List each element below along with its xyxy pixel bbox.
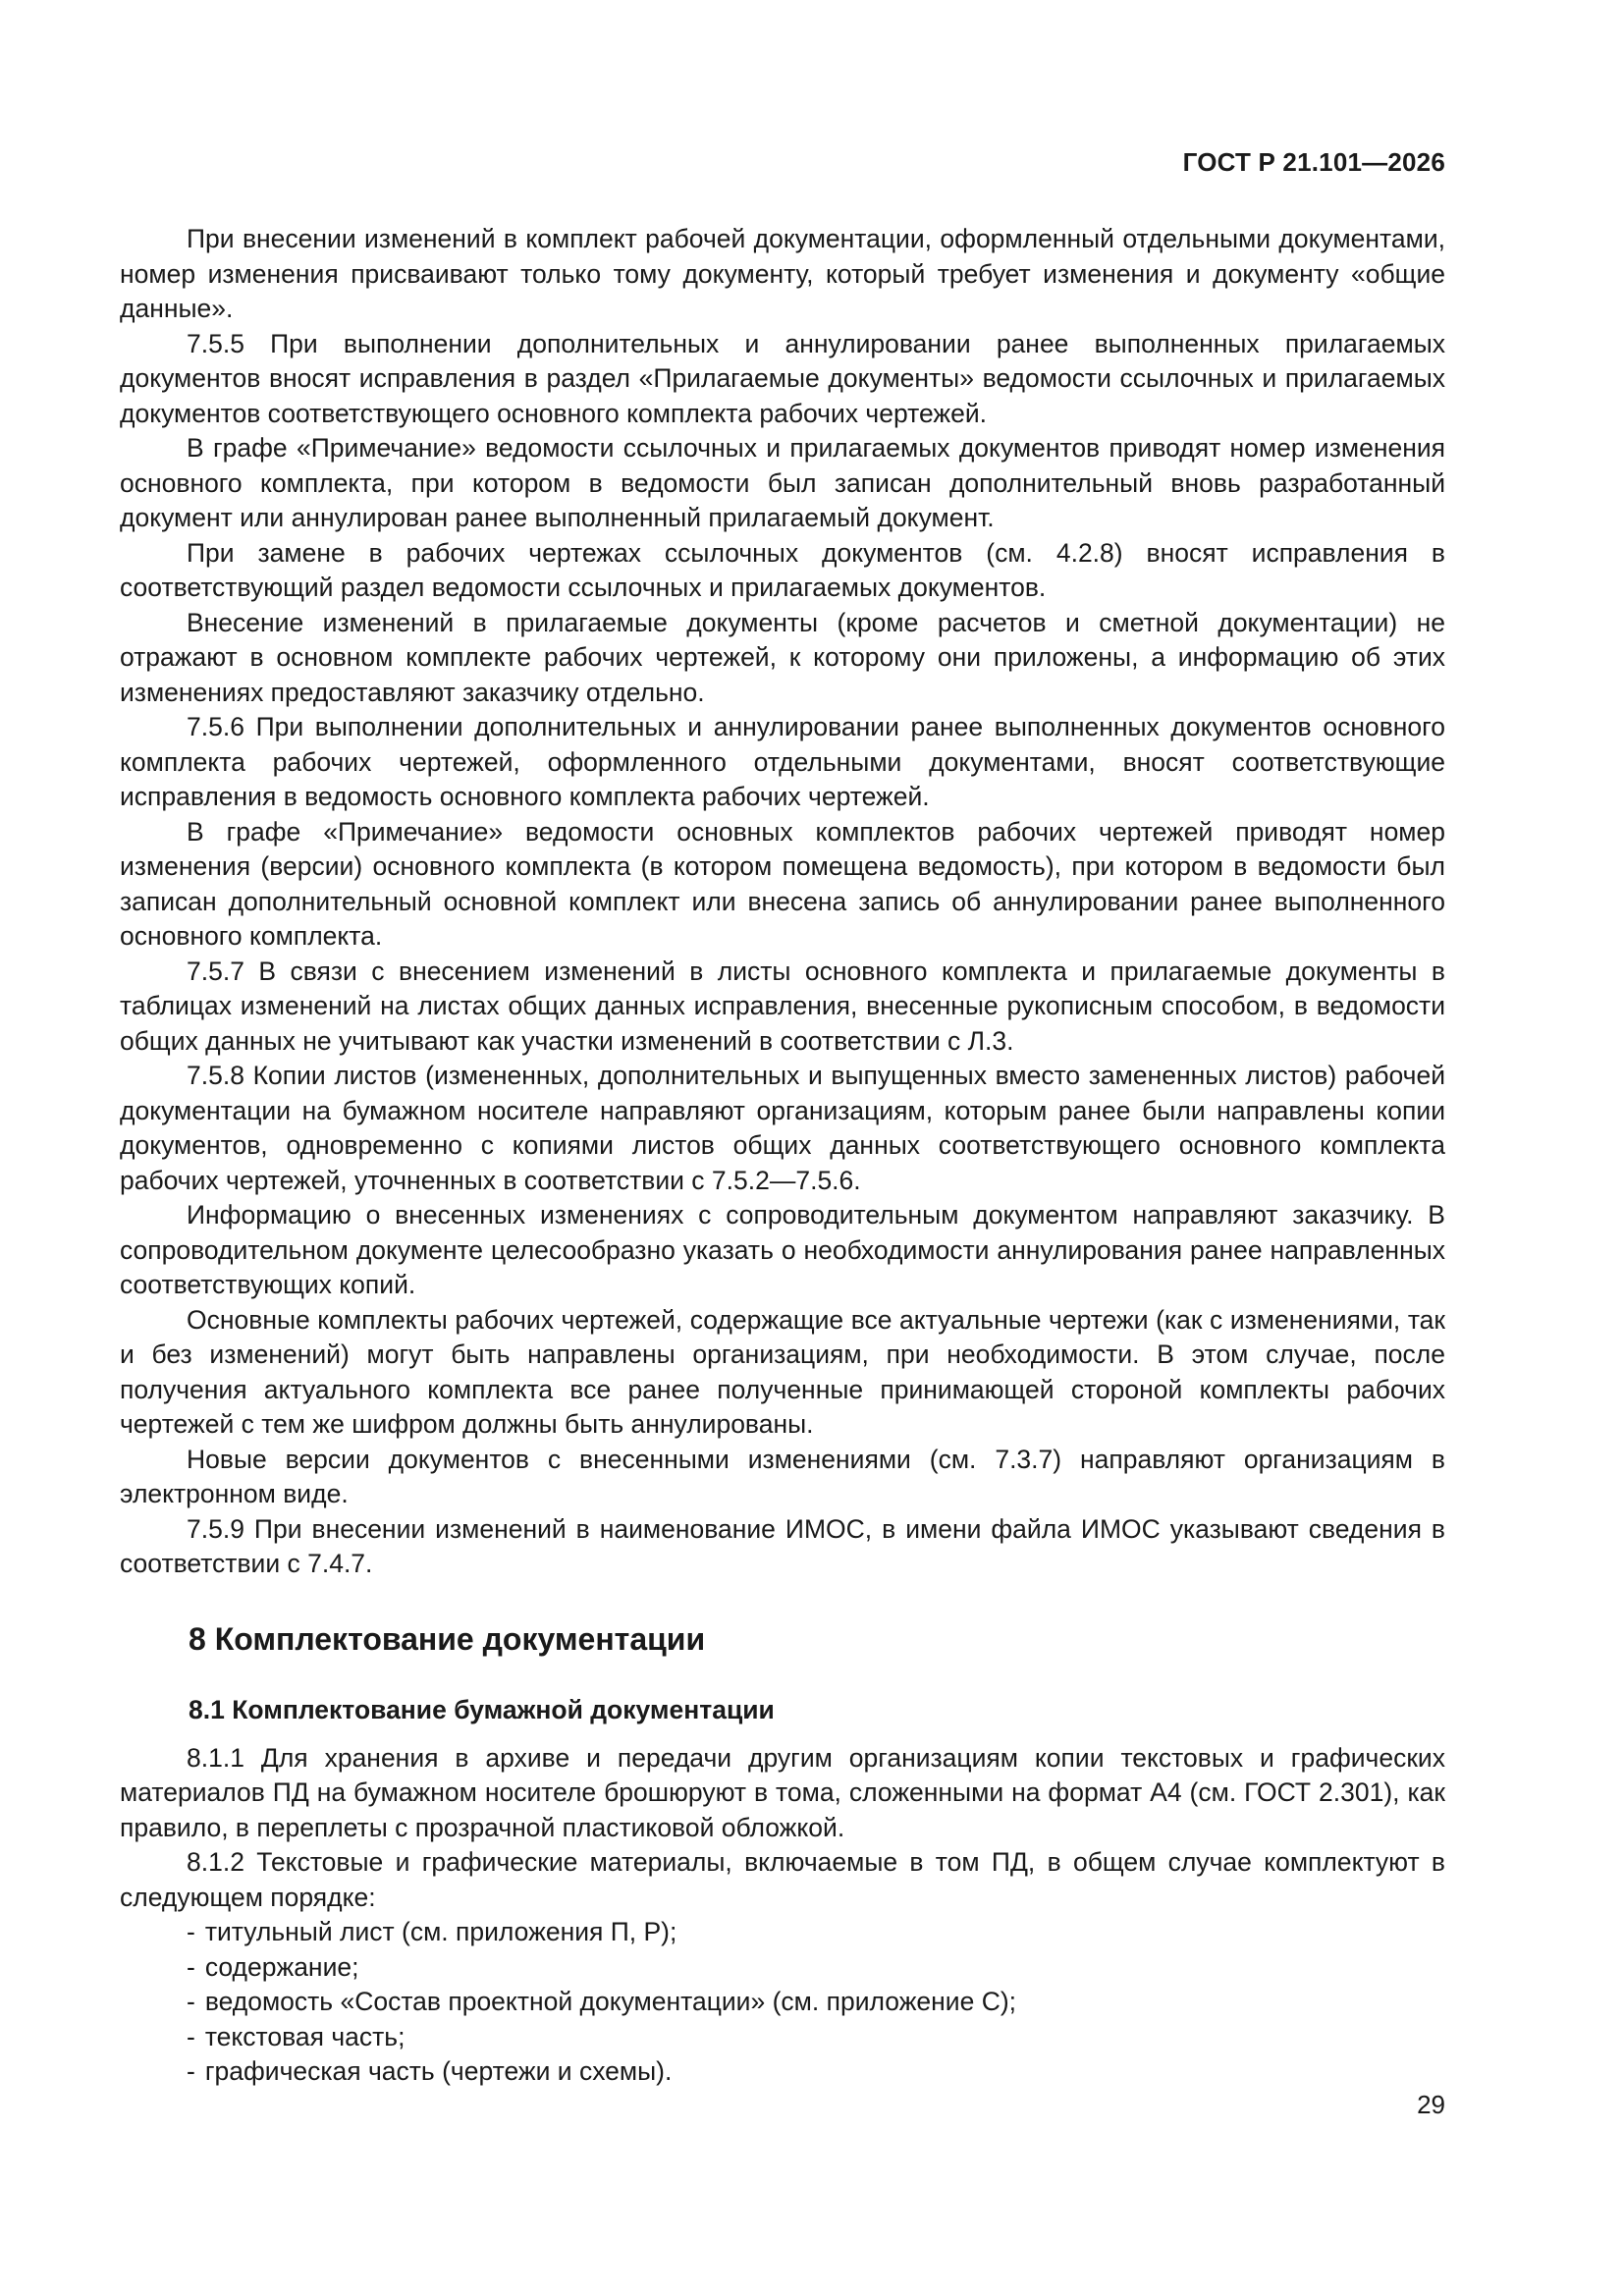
paragraph: 7.5.9 При внесении изменений в наименование ИМОС, в имени файла ИМОС указывают сведения в соответствии с 7.4.7. bbox=[120, 1513, 1445, 1578]
section-heading: 8 Комплектование документации bbox=[189, 1620, 706, 1657]
list-item-text: титульный лист (см. приложения П, Р); bbox=[204, 1917, 677, 1946]
paragraph: В графе «Примечание» ведомости основных комплектов рабочих чертежей приводят номер изменения (версии) основного комплекта (в котором помещена ведомость), при котором в ведомости был записан дополнительный основной комплект или внесена запись об аннулировании ранее выполненного основного комплекта. bbox=[120, 816, 1445, 951]
document-page bbox=[120, 0, 1445, 2296]
paragraph: 7.5.7 В связи с внесением изменений в листы основного комплекта и прилагаемые документы в таблицах изменений на листах общих данных исправления, внесенные рукописным способом, в ведомости общих данных не учитывают как участки изменений в соответствии с Л.3. bbox=[120, 956, 1445, 1056]
paragraph: Информацию о внесенных изменениях с сопроводительным документом направляют заказчику. В сопроводительном документе целесообразно указать о необходимости аннулирования ранее направленных соответствующих копий. bbox=[120, 1200, 1445, 1299]
list-item bbox=[120, 2054, 1445, 2090]
paragraph: 7.5.5 При выполнении дополнительных и аннулировании ранее выполненных прилагаемых документов вносят исправления в раздел «Прилагаемые документы» ведомости ссылочных и прилагаемых документов соответствующего основного комплекта рабочих чертежей. bbox=[120, 328, 1445, 428]
dash-bullet: - bbox=[187, 2021, 195, 2051]
dash-bullet: - bbox=[187, 2056, 195, 2086]
page-number: 29 bbox=[1417, 2090, 1445, 2119]
dash-bullet: - bbox=[187, 1917, 195, 1946]
list-item-text: содержание; bbox=[204, 1951, 359, 1982]
list-item-text: графическая часть (чертежи и схемы). bbox=[204, 2056, 673, 2086]
list-item bbox=[120, 2020, 1445, 2055]
paragraph: Новые версии документов с внесенными изменениями (см. 7.3.7) направляют организациям в электронном виде. bbox=[120, 1444, 1445, 1508]
paragraph: 8.1.2 Текстовые и графические материалы, включаемые в том ПД, в общем случае комплектуют в следующем порядке: bbox=[120, 1847, 1445, 1912]
paragraph: 8.1.1 Для хранения в архиве и передачи другим организациям копии текстовых и графических материалов ПД на бумажном носителе брошюруют в тома, сложенными на формат А4 (см. ГОСТ 2.301), как правило, в переплеты с прозрачной пластиковой обложкой. bbox=[120, 1742, 1445, 1842]
list-item-text: ведомость «Состав проектной документации» (см. приложение С); bbox=[204, 1987, 1017, 2016]
subsection-heading: 8.1 Комплектование бумажной документации bbox=[189, 1694, 775, 1724]
paragraph: 7.5.6 При выполнении дополнительных и аннулировании ранее выполненных документов основного комплекта рабочих чертежей, оформленного отдельными документами, вносят соответствующие исправления в ведомость основного комплекта рабочих чертежей. bbox=[120, 712, 1445, 811]
paragraph: 7.5.8 Копии листов (измененных, дополнительных и выпущенных вместо замененных листов) рабочей документации на бумажном носителе направляют организациям, которым ранее были направлены копии документов, одновременно с копиями листов общих данных соответствующего основного комплекта рабочих чертежей, уточненных в соответствии с 7.5.2—7.5.6. bbox=[120, 1061, 1445, 1195]
paragraph: Внесение изменений в прилагаемые документы (кроме расчетов и сметной документации) не отражают в основном комплекте рабочих чертежей, к которому они приложены, а информацию об этих изменениях предоставляют заказчику отдельно. bbox=[120, 607, 1445, 707]
list-item bbox=[120, 1950, 1445, 1986]
list-item-text: текстовая часть; bbox=[204, 2021, 406, 2051]
paragraph: При внесении изменений в комплект рабочей документации, оформленный отдельными документами, номер изменения присваивают только тому документу, который требует изменения и документу «общие данные». bbox=[120, 224, 1445, 323]
document-header-id: ГОСТ Р 21.101—2026 bbox=[1182, 147, 1445, 177]
paragraph: Основные комплекты рабочих чертежей, содержащие все актуальные чертежи (как с изменениями, так и без изменений) могут быть направлены организациям, при необходимости. В этом случае, после получения актуального комплекта все ранее полученные принимающей стороной комплекты рабочих чертежей с тем же шифром должны быть аннулированы. bbox=[120, 1304, 1445, 1439]
list-item bbox=[120, 1985, 1445, 2020]
list-item bbox=[120, 1915, 1445, 1950]
paragraph: В графе «Примечание» ведомости ссылочных и прилагаемых документов приводят номер изменения основного комплекта, при котором в ведомости был записан дополнительный вновь разработанный документ или аннулирован ранее выполненный прилагаемый документ. bbox=[120, 433, 1445, 532]
dash-bullet: - bbox=[187, 1987, 195, 2016]
paragraph: При замене в рабочих чертежах ссылочных документов (см. 4.2.8) вносят исправления в соответствующий раздел ведомости ссылочных и прилагаемых документов. bbox=[120, 537, 1445, 602]
bulleted-list bbox=[120, 1915, 1445, 2090]
dash-bullet: - bbox=[187, 1951, 195, 1982]
document-body bbox=[120, 222, 1445, 2090]
